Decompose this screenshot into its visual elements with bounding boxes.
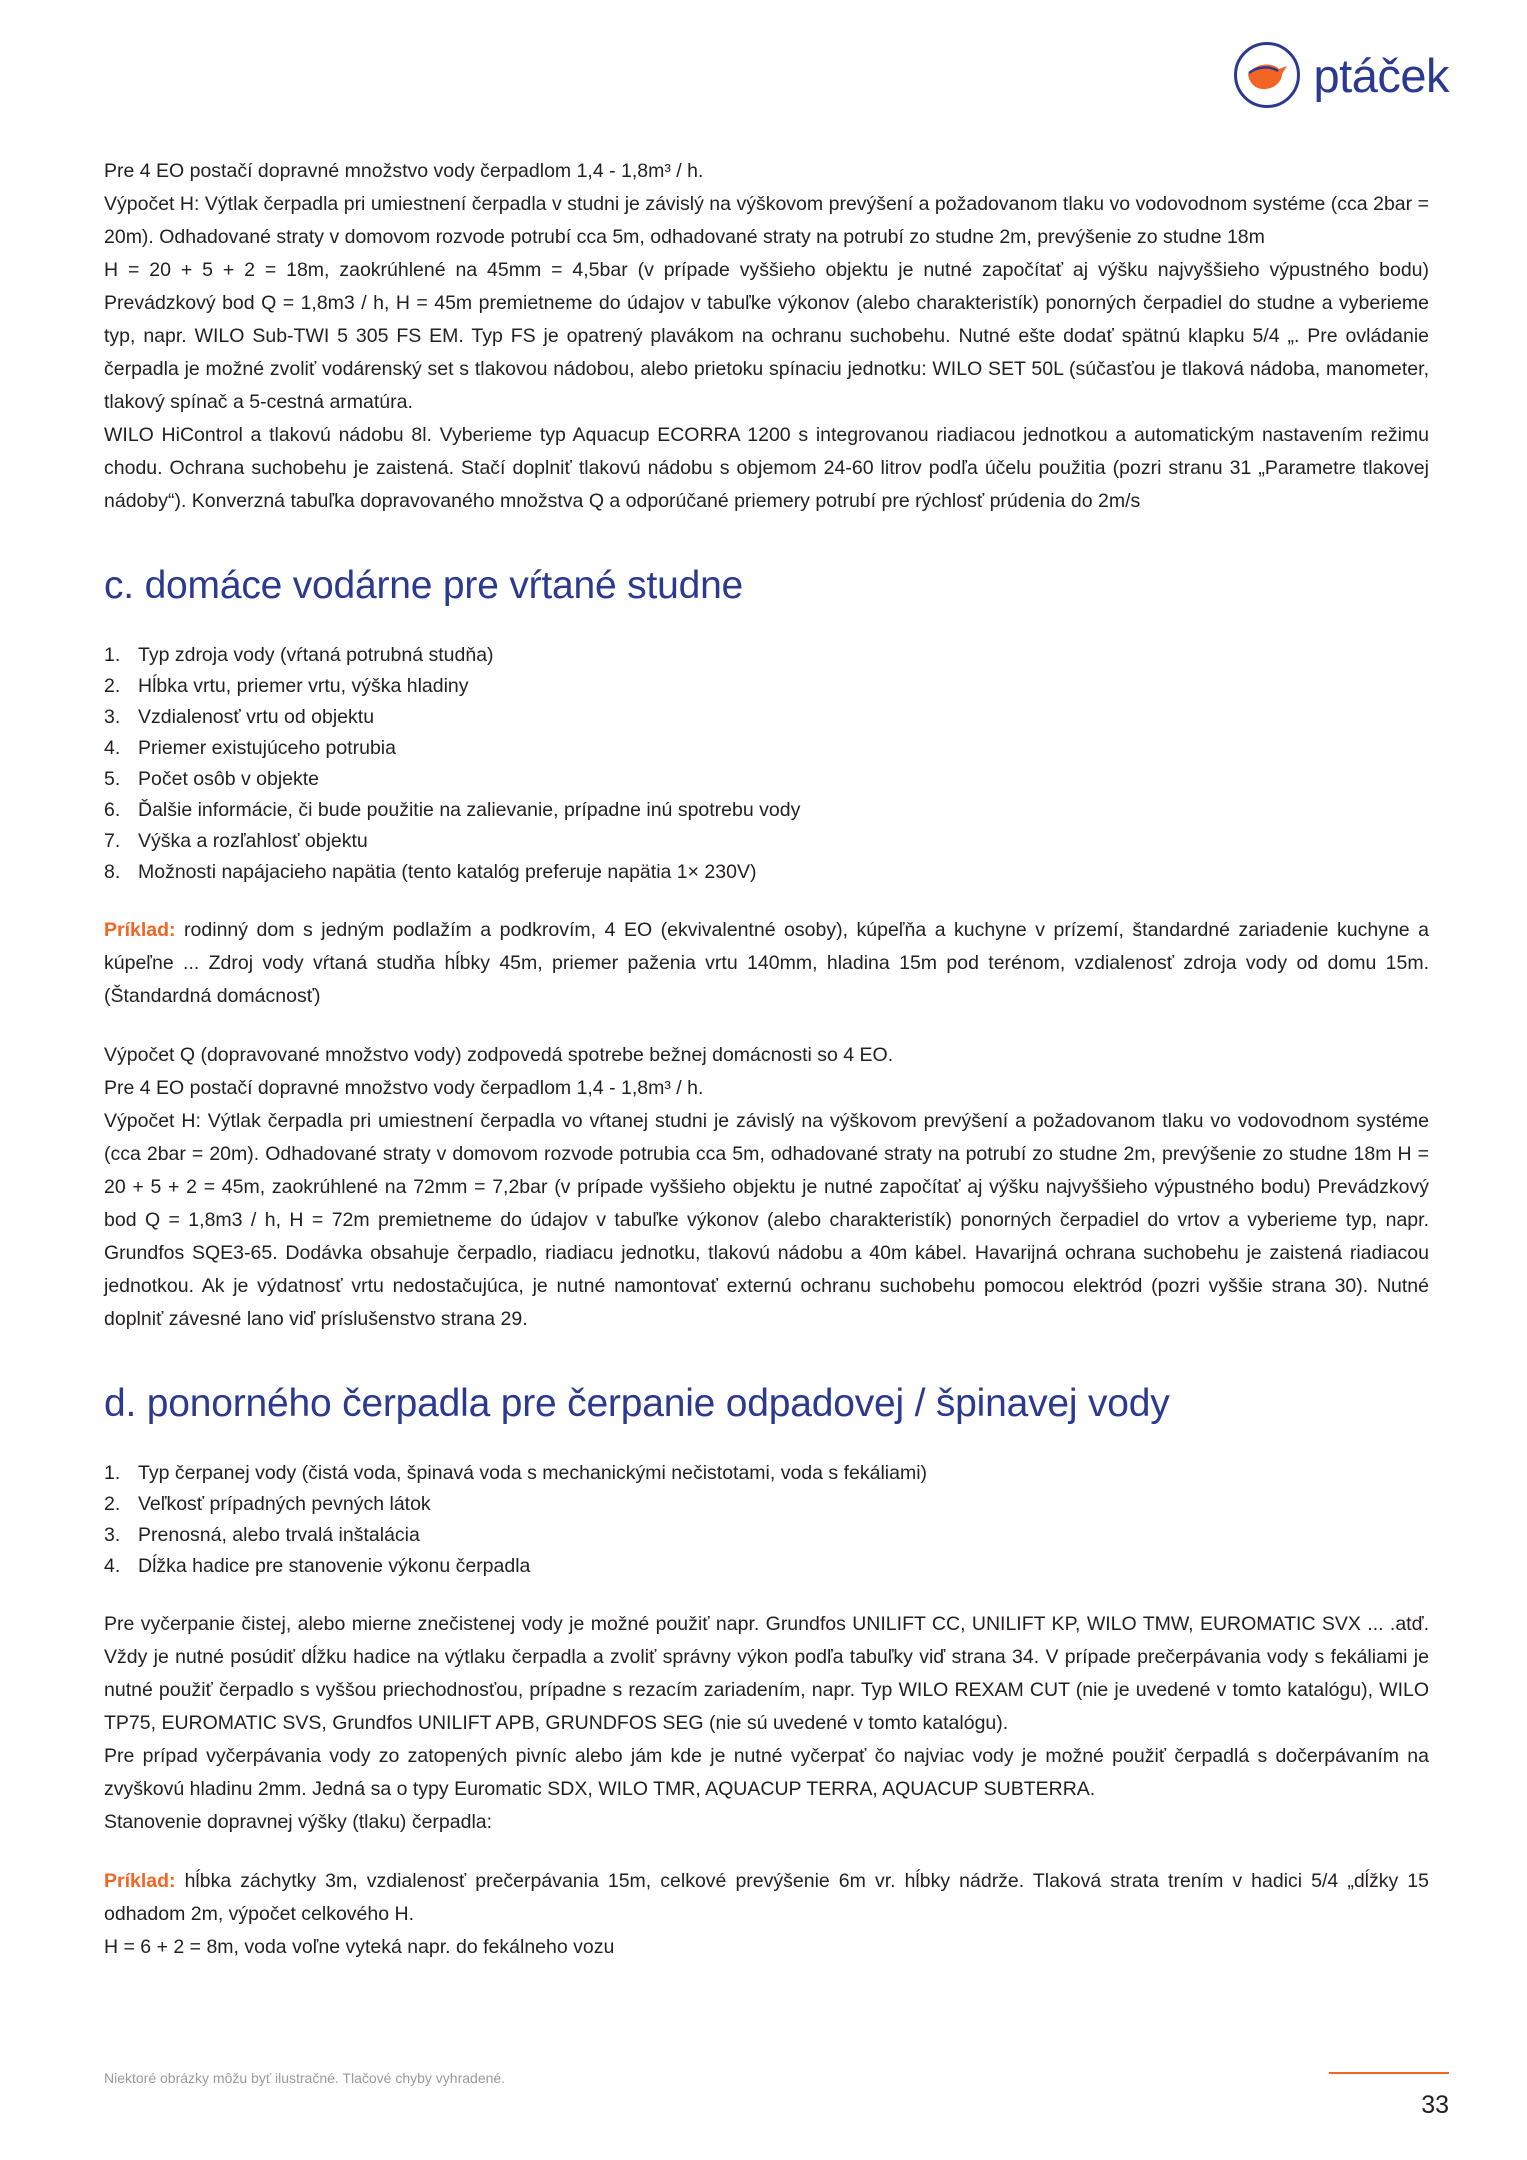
- section-d-heading: d. ponorného čerpadla pre čerpanie odpadovej / špinavej vody: [104, 1382, 1170, 1425]
- list-item: Priemer existujúceho potrubia: [138, 737, 396, 759]
- footer-divider: [1329, 2072, 1449, 2074]
- list-item: Ďalšie informácie, či bude použitie na zalievanie, prípadne inú spotrebu vody: [138, 799, 801, 821]
- intro-line-2: Výpočet H: Výtlak čerpadla pri umiestnení čerpadla v studni je závislý na výškovom prevýšení a požadovanom tlaku vo vodovodnom systéme (cca 2bar = 20m). Odhadované straty v domovom rozvode potrubí cca 5m, odhadované straty na potrubí zo studne 2m, prevýšenie zo studne 18m: [104, 193, 1429, 248]
- list-item: Prenosná, alebo trvalá inštalácia: [138, 1524, 420, 1546]
- section-d-body-1: Pre vyčerpanie čistej, alebo mierne znečistenej vody je možné použiť napr. Grundfos UNILIFT CC, UNILIFT KP, WILO TMW, EUROMATIC SVX ... .atď. Vždy je nutné posúdiť dĺžku hadice na výtlaku čerpadla a zvoliť správny výkon podľa tabuľky viď strana 34. V prípade prečerpávania vody s fekáliami je nutné použiť čerpadlo s vyššou priechodnosťou, prípadne s rezacím zariadením, napr. Typ WILO REXAM CUT (nie je uvedené v tomto katalógu), WILO TP75, EUROMATIC SVS, Grundfos UNILIFT APB, GRUNDFOS SEG (nie sú uvedené v tomto katalógu).: [104, 1613, 1429, 1734]
- bird-in-circle-icon: [1234, 42, 1300, 108]
- footer-note: Niektoré obrázky môžu byť ilustračné. Tlačové chyby vyhradené.: [104, 2070, 506, 2086]
- list-item: Výška a rozľahlosť objektu: [138, 830, 368, 852]
- list-item: Hĺbka vrtu, priemer vrtu, výška hladiny: [138, 675, 469, 697]
- example-text: hĺbka záchytky 3m, vzdialenosť prečerpávania 15m, celkové prevýšenie 6m vr. hĺbky nádrže. Tlaková strata trením v hadici 5/4 „dĺžky 15 odhadom 2m, výpočet celkového H.: [104, 1870, 1429, 1925]
- example-label: Príklad:: [104, 1870, 176, 1892]
- intro-line-3: H = 20 + 5 + 2 = 18m, zaokrúhlené na 45mm = 4,5bar (v prípade vyššieho objektu je nutné započítať aj výšku najvyššieho výpustného bodu) Prevádzkový bod Q = 1,8m3 / h, H = 45m premietneme do údajov v tabuľke výkonov (alebo charakteristík) ponorných čerpadiel do studne a vyberieme typ, napr. WILO Sub-TWI 5 305 FS EM. Typ FS je opatrený plavákom na ochranu suchobehu. Nutné ešte dodať spätnú klapku 5/4 „. Pre ovládanie čerpadla je možné zvoliť vodárenský set s tlakovou nádobou, alebo prietoku spínaciu jednotku: WILO SET 50L (súčasťou je tlaková nádoba, manometer, tlakový spínač a 5-cestná armatúra.: [104, 259, 1429, 413]
- section-c-body-2: Pre 4 EO postačí dopravné množstvo vody čerpadlom 1,4 - 1,8m³ / h.: [104, 1077, 704, 1099]
- list-item: Počet osôb v objekte: [138, 768, 320, 790]
- list-item: Vzdialenosť vrtu od objektu: [138, 706, 375, 728]
- example-text: rodinný dom s jedným podlažím a podkrovím, 4 EO (ekvivalentné osoby), kúpeľňa a kuchyne v prízemí, štandardné zariadenie kuchyne a kúpeľne ... Zdroj vody vŕtaná studňa hĺbky 45m, priemer paženia vrtu 140mm, hladina 15m pod terénom, vzdialenosť zdroja vody od domu 15m. (Štandardná domácnosť): [104, 919, 1429, 1007]
- document-content: [104, 155, 1429, 1964]
- example-label: Príklad:: [104, 919, 176, 941]
- section-d-body-2: Pre prípad vyčerpávania vody zo zatopených pivníc alebo jám kde je nutné vyčerpať čo najviac vody je možné použiť čerpadlá s dočerpávaním na zvyškovú hladinu 2mm. Jedná sa o typy Euromatic SDX, WILO TMR, AQUACUP TERRA, AQUACUP SUBTERRA.: [104, 1745, 1429, 1800]
- section-d-body-3: Stanovenie dopravnej výšky (tlaku) čerpadla:: [104, 1811, 493, 1833]
- list-item: Možnosti napájacieho napätia (tento katalóg preferuje napätia 1× 230V): [138, 861, 757, 883]
- section-d-list: [104, 1458, 1429, 1582]
- section-c-list: [104, 640, 1429, 888]
- brand-name: ptáček: [1313, 48, 1449, 102]
- brand-logo: [1234, 42, 1449, 108]
- section-d-example: [104, 1865, 1429, 1931]
- bird-icon: [1246, 61, 1288, 91]
- intro-line-1: Pre 4 EO postačí dopravné množstvo vody čerpadlom 1,4 - 1,8m³ / h.: [104, 160, 704, 182]
- list-item: Dĺžka hadice pre stanovenie výkonu čerpadla: [138, 1555, 531, 1577]
- section-c-body-3: Výpočet H: Výtlak čerpadla pri umiestnení čerpadla vo vŕtanej studni je závislý na výškovom prevýšení a požadovanom tlaku vo vodovodnom systéme (cca 2bar = 20m). Odhadované straty v domovom rozvode potrubia cca 5m, odhadované straty na potrubí zo studne 2m, prevýšenie zo studne 18m H = 20 + 5 + 2 = 45m, zaokrúhlené na 72mm = 7,2bar (v prípade vyššieho objektu je nutné započítať aj výšku najvyššieho výpustného bodu) Prevádzkový bod Q = 1,8m3 / h, H = 72m premietneme do údajov v tabuľke výkonov (alebo charakteristík) ponorných čerpadiel do vrtov a vyberieme typ, napr. Grundfos SQE3-65. Dodávka obsahuje čerpadlo, riadiacu jednotku, tlakovú nádobu a 40m kábel. Havarijná ochrana suchobehu je zaistená riadiacou jednotkou. Ak je výdatnosť vrtu nedostačujúca, je nutné namontovať externú ochranu suchobehu pomocou elektród (pozri vyššie strana 30). Nutné doplniť závesné lano viď príslušenstvo strana 29.: [104, 1110, 1429, 1330]
- section-c-body-1: Výpočet Q (dopravované množstvo vody) zodpovedá spotrebe bežnej domácnosti so 4 EO.: [104, 1044, 894, 1066]
- list-item: Typ čerpanej vody (čistá voda, špinavá voda s mechanickými nečistotami, voda s fekáliami): [138, 1462, 928, 1484]
- list-item: Typ zdroja vody (vŕtaná potrubná studňa): [138, 644, 494, 666]
- page-number: 33: [1421, 2091, 1449, 2119]
- section-c-heading: c. domáce vodárne pre vŕtané studne: [104, 564, 744, 607]
- section-c-example: [104, 914, 1429, 1013]
- list-item: Veľkosť prípadných pevných látok: [138, 1493, 431, 1515]
- intro-line-4: WILO HiControl a tlakovú nádobu 8l. Vyberieme typ Aquacup ECORRA 1200 s integrovanou riadiacou jednotkou a automatickým nastavením režimu chodu. Ochrana suchobehu je zaistená. Stačí doplniť tlakovú nádobu s objemom 24-60 litrov podľa účelu použitia (pozri stranu 31 „Parametre tlakovej nádoby“). Konverzná tabuľka dopravovaného množstva Q a odporúčané priemery potrubí pre rýchlosť prúdenia do 2m/s: [104, 424, 1429, 512]
- section-d-example-tail: H = 6 + 2 = 8m, voda voľne vyteká napr. do fekálneho vozu: [104, 1936, 615, 1958]
